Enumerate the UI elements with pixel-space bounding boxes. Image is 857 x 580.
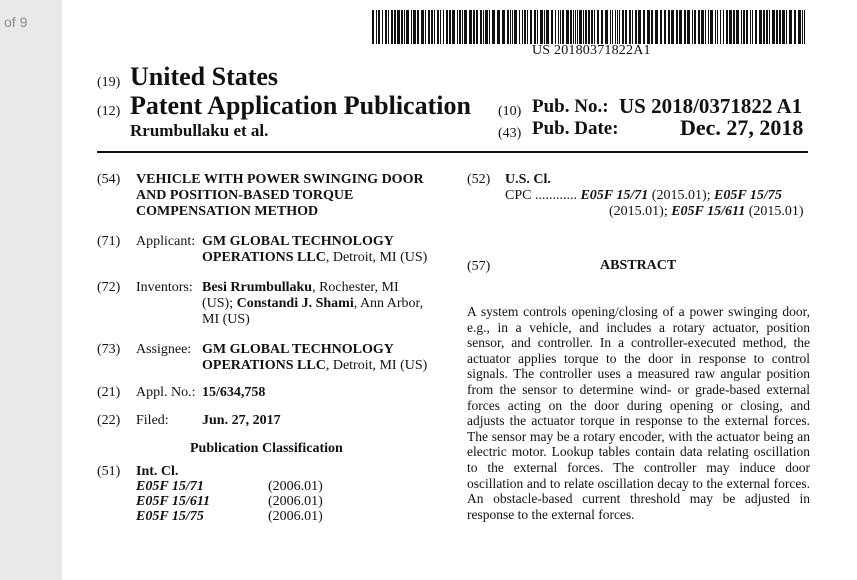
applicant-name-1: GM GLOBAL TECHNOLOGY	[202, 234, 394, 249]
type-code: (12)	[97, 104, 121, 119]
assignee-location: , Detroit, MI (US)	[325, 358, 428, 373]
country-name: United States	[130, 62, 279, 91]
header-rule	[97, 151, 808, 153]
applicant-name-2: OPERATIONS LLC	[202, 250, 326, 265]
cpc-year-1: (2015.01);	[648, 188, 714, 203]
cpc-code-3: E05F 15/611	[671, 204, 746, 219]
abstract-code: (57)	[467, 259, 491, 274]
pub-date-code: (43)	[498, 126, 522, 141]
cpc-year-3: (2015.01)	[745, 204, 804, 219]
pub-no-code: (10)	[498, 104, 522, 119]
authors: Rrumbullaku et al.	[130, 121, 269, 140]
uscl-code: (52)	[467, 172, 491, 187]
intcl-entry-year: (2006.01)	[268, 494, 323, 509]
inventor-2-country: MI (US)	[202, 312, 250, 327]
applicant-location: , Detroit, MI (US)	[325, 250, 428, 265]
cpc-code-2: E05F 15/75	[714, 188, 782, 203]
cpc-label: CPC	[505, 188, 532, 203]
intcl-label: Int. Cl.	[136, 464, 179, 479]
assignee-name-1: GM GLOBAL TECHNOLOGY	[202, 342, 394, 357]
pub-no-value: US 2018/0371822 A1	[619, 94, 803, 118]
appl-number: 15/634,758	[202, 385, 266, 400]
pub-date-label: Pub. Date:	[532, 118, 619, 139]
appl-code: (21)	[97, 385, 121, 400]
title-line-3: COMPENSATION METHOD	[136, 204, 319, 219]
assignee-name-2-line	[202, 358, 427, 374]
publication-classification-heading: Publication Classification	[190, 441, 343, 456]
intcl-code: (51)	[97, 464, 121, 479]
applicant-name-2-line	[202, 250, 427, 266]
pub-no-label: Pub. No.:	[532, 96, 609, 117]
inventor-2-location: , Ann Arbor,	[353, 296, 424, 311]
publication-type: Patent Application Publication	[130, 91, 471, 120]
pub-date-value: Dec. 27, 2018	[680, 115, 804, 140]
assignee-label: Assignee:	[136, 342, 192, 357]
inventor-1-name: Besi Rrumbullaku	[202, 280, 313, 295]
intcl-entry-code: E05F 15/75	[136, 509, 204, 524]
applicant-label: Applicant:	[136, 234, 196, 249]
appl-label: Appl. No.:	[136, 385, 196, 400]
inventor-2-line	[202, 296, 423, 312]
intcl-entry-code: E05F 15/611	[136, 494, 211, 509]
uscl-label: U.S. Cl.	[505, 172, 551, 187]
title-code: (54)	[97, 172, 121, 187]
barcode-image	[372, 10, 805, 44]
filed-date: Jun. 27, 2017	[202, 413, 281, 428]
cpc-line-2	[609, 204, 804, 220]
barcode-number: US 20180371822A1	[532, 43, 651, 58]
intcl-entry-year: (2006.01)	[268, 509, 323, 524]
abstract-heading: ABSTRACT	[600, 258, 677, 273]
title-line-1: VEHICLE WITH POWER SWINGING DOOR	[136, 172, 424, 187]
inventors-label: Inventors:	[136, 280, 193, 295]
cpc-line-1	[505, 188, 782, 204]
applicant-code: (71)	[97, 234, 121, 249]
cpc-code-1: E05F 15/71	[580, 188, 649, 203]
inventor-1-location: , Rochester, MI	[312, 280, 399, 295]
assignee-code: (73)	[97, 342, 121, 357]
inventor-2-name: Constandi J. Shami	[236, 296, 354, 311]
page-count-label: of 9	[4, 14, 28, 30]
filed-code: (22)	[97, 413, 121, 428]
cpc-year-2: (2015.01);	[609, 204, 672, 219]
intcl-entry-code: E05F 15/71	[136, 479, 204, 494]
cpc-leader-dots: ............	[534, 188, 577, 203]
inventor-1-country: (US);	[202, 296, 234, 311]
country-code: (19)	[97, 75, 121, 90]
filed-label: Filed:	[136, 413, 169, 428]
assignee-name-2: OPERATIONS LLC	[202, 358, 326, 373]
inventors-code: (72)	[97, 280, 121, 295]
abstract-text: A system controls opening/closing of a power swinging door, e.g., in a vehicle, and includes a rotary actuator, position sensor, and controller. In a controller-executed method, the actuator applies torque to the door in response to control signals. The controller uses a measured raw angular position from the sensor to determine wind- or grade-based external forces acting on the door during opening or closing, and adjusts the actuator torque in response to the external forces. The sensor may be a rotary encoder, with the actuator being an electric motor. Lookup tables contain data relating oscillation to the external forces. The controller may induce door oscillation and to relate oscillation decay to the external forces. An obstacle-based current threshold may be adjusted in response to the external forces.	[467, 304, 810, 522]
title-line-2: AND POSITION-BASED TORQUE	[136, 188, 354, 203]
inventor-1-line	[202, 280, 399, 296]
intcl-entry-year: (2006.01)	[268, 479, 323, 494]
